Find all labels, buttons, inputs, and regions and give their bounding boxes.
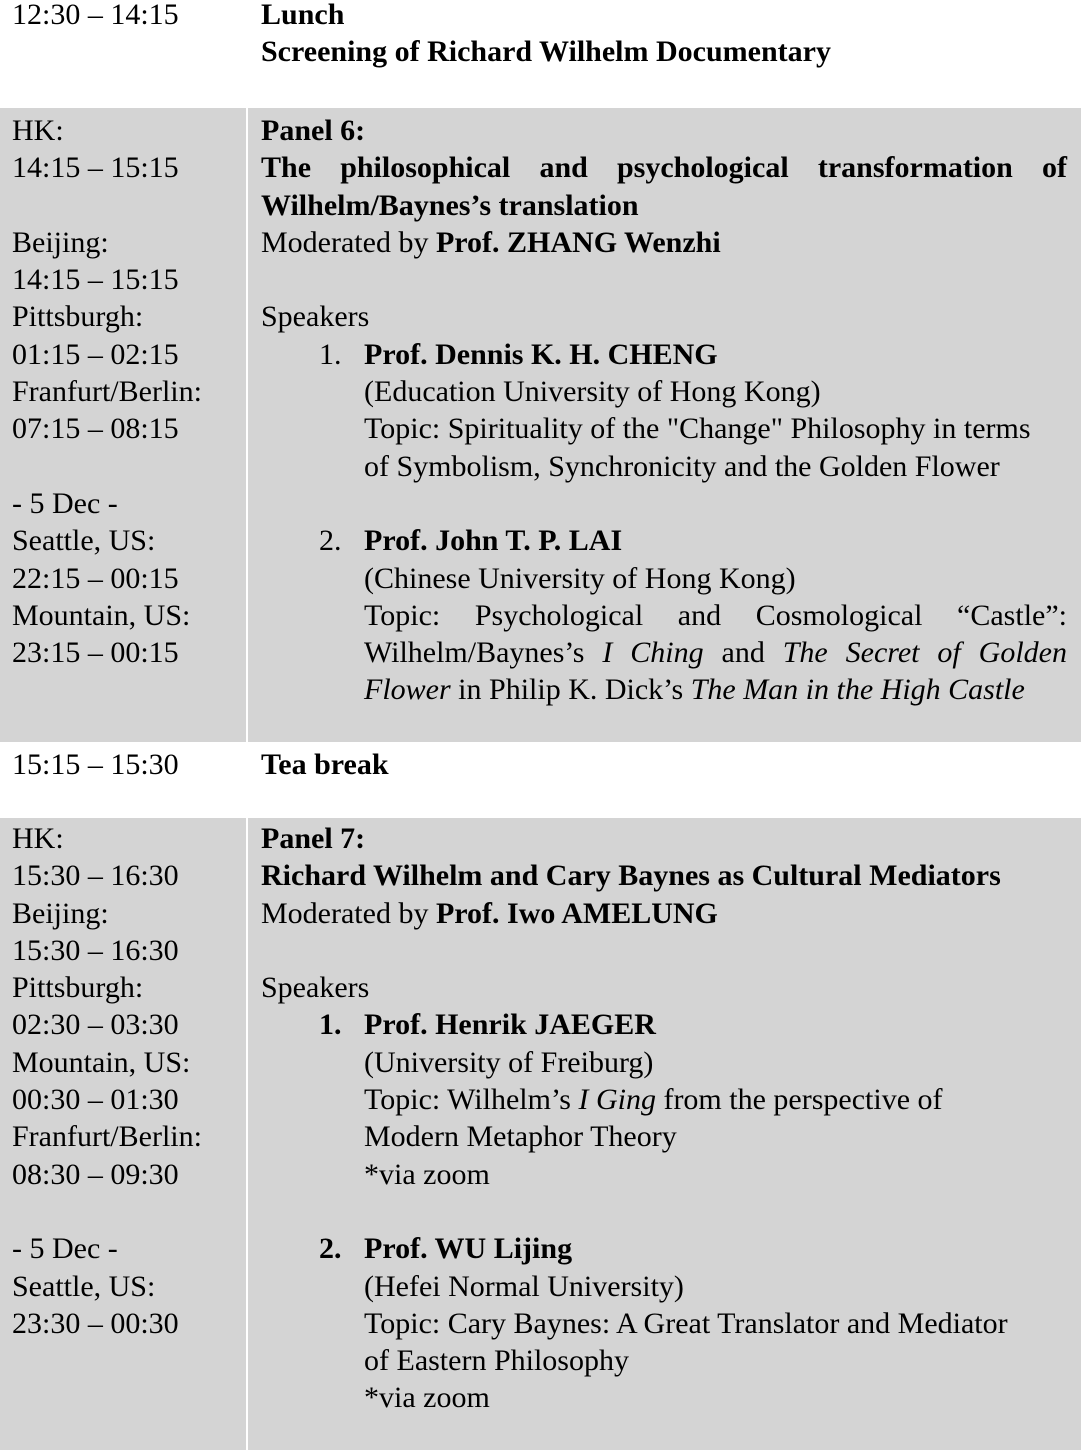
panel7-speaker-2 — [261, 1230, 1067, 1416]
speaker-number: 1. — [319, 337, 342, 371]
lunch-time-cell — [0, 0, 248, 108]
speaker-name: Prof. Henrik JAEGER — [364, 1008, 656, 1042]
p6-hk-label: HK: — [12, 114, 64, 147]
panel7-moderator-line — [261, 895, 1067, 932]
topic-book-title: The Man in the High Castle — [690, 673, 1025, 707]
tea-time-cell — [0, 746, 248, 818]
p7-beijing-label: Beijing: — [12, 896, 109, 930]
panel6-moderator: Prof. ZHANG Wenzhi — [435, 225, 721, 259]
speaker-affiliation: (Hefei Normal University) — [364, 1269, 684, 1303]
lunch-subtitle: Screening of Richard Wilhelm Documentary — [261, 35, 831, 69]
speaker-name: Prof. WU Lijing — [364, 1232, 573, 1266]
panel6-speaker-2 — [261, 522, 1067, 708]
speaker-topic-line1: Topic: Cary Baynes: A Great Translator and Mediator — [364, 1306, 1008, 1340]
panel6-moderated-prefix: Moderated by — [261, 225, 436, 259]
tea-time: 15:15 – 15:30 — [12, 748, 179, 781]
speaker-topic-line1 — [364, 1081, 1067, 1118]
panel7-content-cell — [248, 818, 1081, 1450]
panel7-row — [0, 818, 1081, 1450]
p7-frankfurt-range: 08:30 – 09:30 — [12, 1157, 179, 1191]
panel6-row — [0, 108, 1081, 742]
speaker-number: 2. — [319, 1232, 342, 1266]
lunch-row — [0, 0, 1081, 108]
panel7-speakers-label: Speakers — [261, 971, 370, 1005]
tea-title: Tea break — [261, 748, 389, 781]
p7-hk-range: 15:30 – 16:30 — [12, 859, 179, 893]
p6-frankfurt-range: 07:15 – 08:15 — [12, 412, 179, 446]
speaker-name: Prof. Dennis K. H. CHENG — [364, 337, 718, 371]
panel6-title-line1: The philosophical and psychological transformation of — [261, 151, 1067, 185]
p7-seattle-range: 23:30 – 00:30 — [12, 1306, 179, 1340]
speaker-topic-line3 — [364, 671, 1067, 708]
panel6-moderator-line — [261, 224, 1067, 261]
p6-mountain-label: Mountain, US: — [12, 598, 191, 632]
speaker-topic-line2: of Eastern Philosophy — [364, 1344, 629, 1378]
speaker-name: Prof. John T. P. LAI — [364, 524, 623, 558]
topic-book-title: The Secret of Golden — [782, 636, 1067, 670]
speaker-affiliation: (Chinese University of Hong Kong) — [364, 561, 796, 595]
speaker-affiliation: (Education University of Hong Kong) — [364, 375, 821, 409]
topic-text: in Philip K. Dick’s — [450, 673, 691, 707]
speaker-topic-line2: of Symbolism, Synchronicity and the Golden Flower — [364, 449, 1000, 483]
p6-seattle-label: Seattle, US: — [12, 524, 156, 558]
panel6-content-cell — [248, 108, 1081, 742]
lunch-title: Lunch — [261, 0, 345, 31]
topic-text: from the perspective of — [655, 1083, 943, 1117]
p6-frankfurt-label: Franfurt/Berlin: — [12, 375, 202, 409]
panel7-heading: Panel 7: — [261, 822, 366, 855]
p7-frankfurt-label: Franfurt/Berlin: — [12, 1120, 202, 1154]
speaker-note: *via zoom — [364, 1157, 490, 1191]
p6-date-marker: - 5 Dec - — [12, 486, 118, 520]
p6-seattle-range: 22:15 – 00:15 — [12, 561, 179, 595]
p7-mountain-range: 00:30 – 01:30 — [12, 1083, 179, 1117]
p6-beijing-range: 14:15 – 15:15 — [12, 263, 179, 297]
panel7-title: Richard Wilhelm and Cary Baynes as Cultural Mediators — [261, 859, 1001, 893]
speaker-number: 2. — [319, 524, 342, 558]
panel7-time-cell — [0, 818, 248, 1450]
p7-beijing-range: 15:30 – 16:30 — [12, 933, 179, 967]
panel7-speaker-1 — [261, 1006, 1067, 1192]
topic-book-title: I Ging — [578, 1083, 656, 1117]
topic-text: Wilhelm/Baynes’s — [364, 636, 603, 670]
tea-content-cell — [248, 746, 1081, 818]
lunch-content-cell — [248, 0, 1081, 108]
p7-date-marker: - 5 Dec - — [12, 1232, 118, 1266]
p7-mountain-label: Mountain, US: — [12, 1045, 191, 1079]
lunch-time: 12:30 – 14:15 — [12, 0, 179, 31]
p6-hk-range: 14:15 – 15:15 — [12, 151, 179, 185]
panel6-title-line2: Wilhelm/Baynes’s translation — [261, 188, 639, 222]
panel6-heading: Panel 6: — [261, 114, 366, 147]
p7-pittsburgh-label: Pittsburgh: — [12, 971, 144, 1005]
speaker-topic-line1: Topic: Psychological and Cosmological “Castle”: — [364, 598, 1067, 632]
speaker-topic-line2 — [364, 634, 1067, 671]
topic-text: Topic: Wilhelm’s — [364, 1083, 579, 1117]
topic-text: and — [703, 636, 783, 670]
p6-pittsburgh-label: Pittsburgh: — [12, 300, 144, 334]
topic-book-title: Flower — [364, 673, 451, 707]
speaker-number: 1. — [319, 1008, 342, 1042]
panel7-moderated-prefix: Moderated by — [261, 896, 436, 930]
p6-beijing-label: Beijing: — [12, 225, 109, 259]
panel6-speakers-label: Speakers — [261, 300, 370, 334]
speaker-topic-line2: Modern Metaphor Theory — [364, 1120, 677, 1154]
panel6-speaker-1 — [261, 336, 1067, 485]
tea-row — [0, 746, 1081, 818]
p6-mountain-range: 23:15 – 00:15 — [12, 636, 179, 670]
topic-book-title: I Ching — [602, 636, 704, 670]
p7-seattle-label: Seattle, US: — [12, 1269, 156, 1303]
p7-hk-label: HK: — [12, 822, 64, 855]
speaker-note: *via zoom — [364, 1381, 490, 1415]
p7-pittsburgh-range: 02:30 – 03:30 — [12, 1008, 179, 1042]
p6-pittsburgh-range: 01:15 – 02:15 — [12, 337, 179, 371]
speaker-topic-line1: Topic: Spirituality of the "Change" Philosophy in terms — [364, 412, 1031, 446]
panel6-time-cell — [0, 108, 248, 742]
panel7-moderator: Prof. Iwo AMELUNG — [435, 896, 718, 930]
speaker-affiliation: (University of Freiburg) — [364, 1045, 654, 1079]
